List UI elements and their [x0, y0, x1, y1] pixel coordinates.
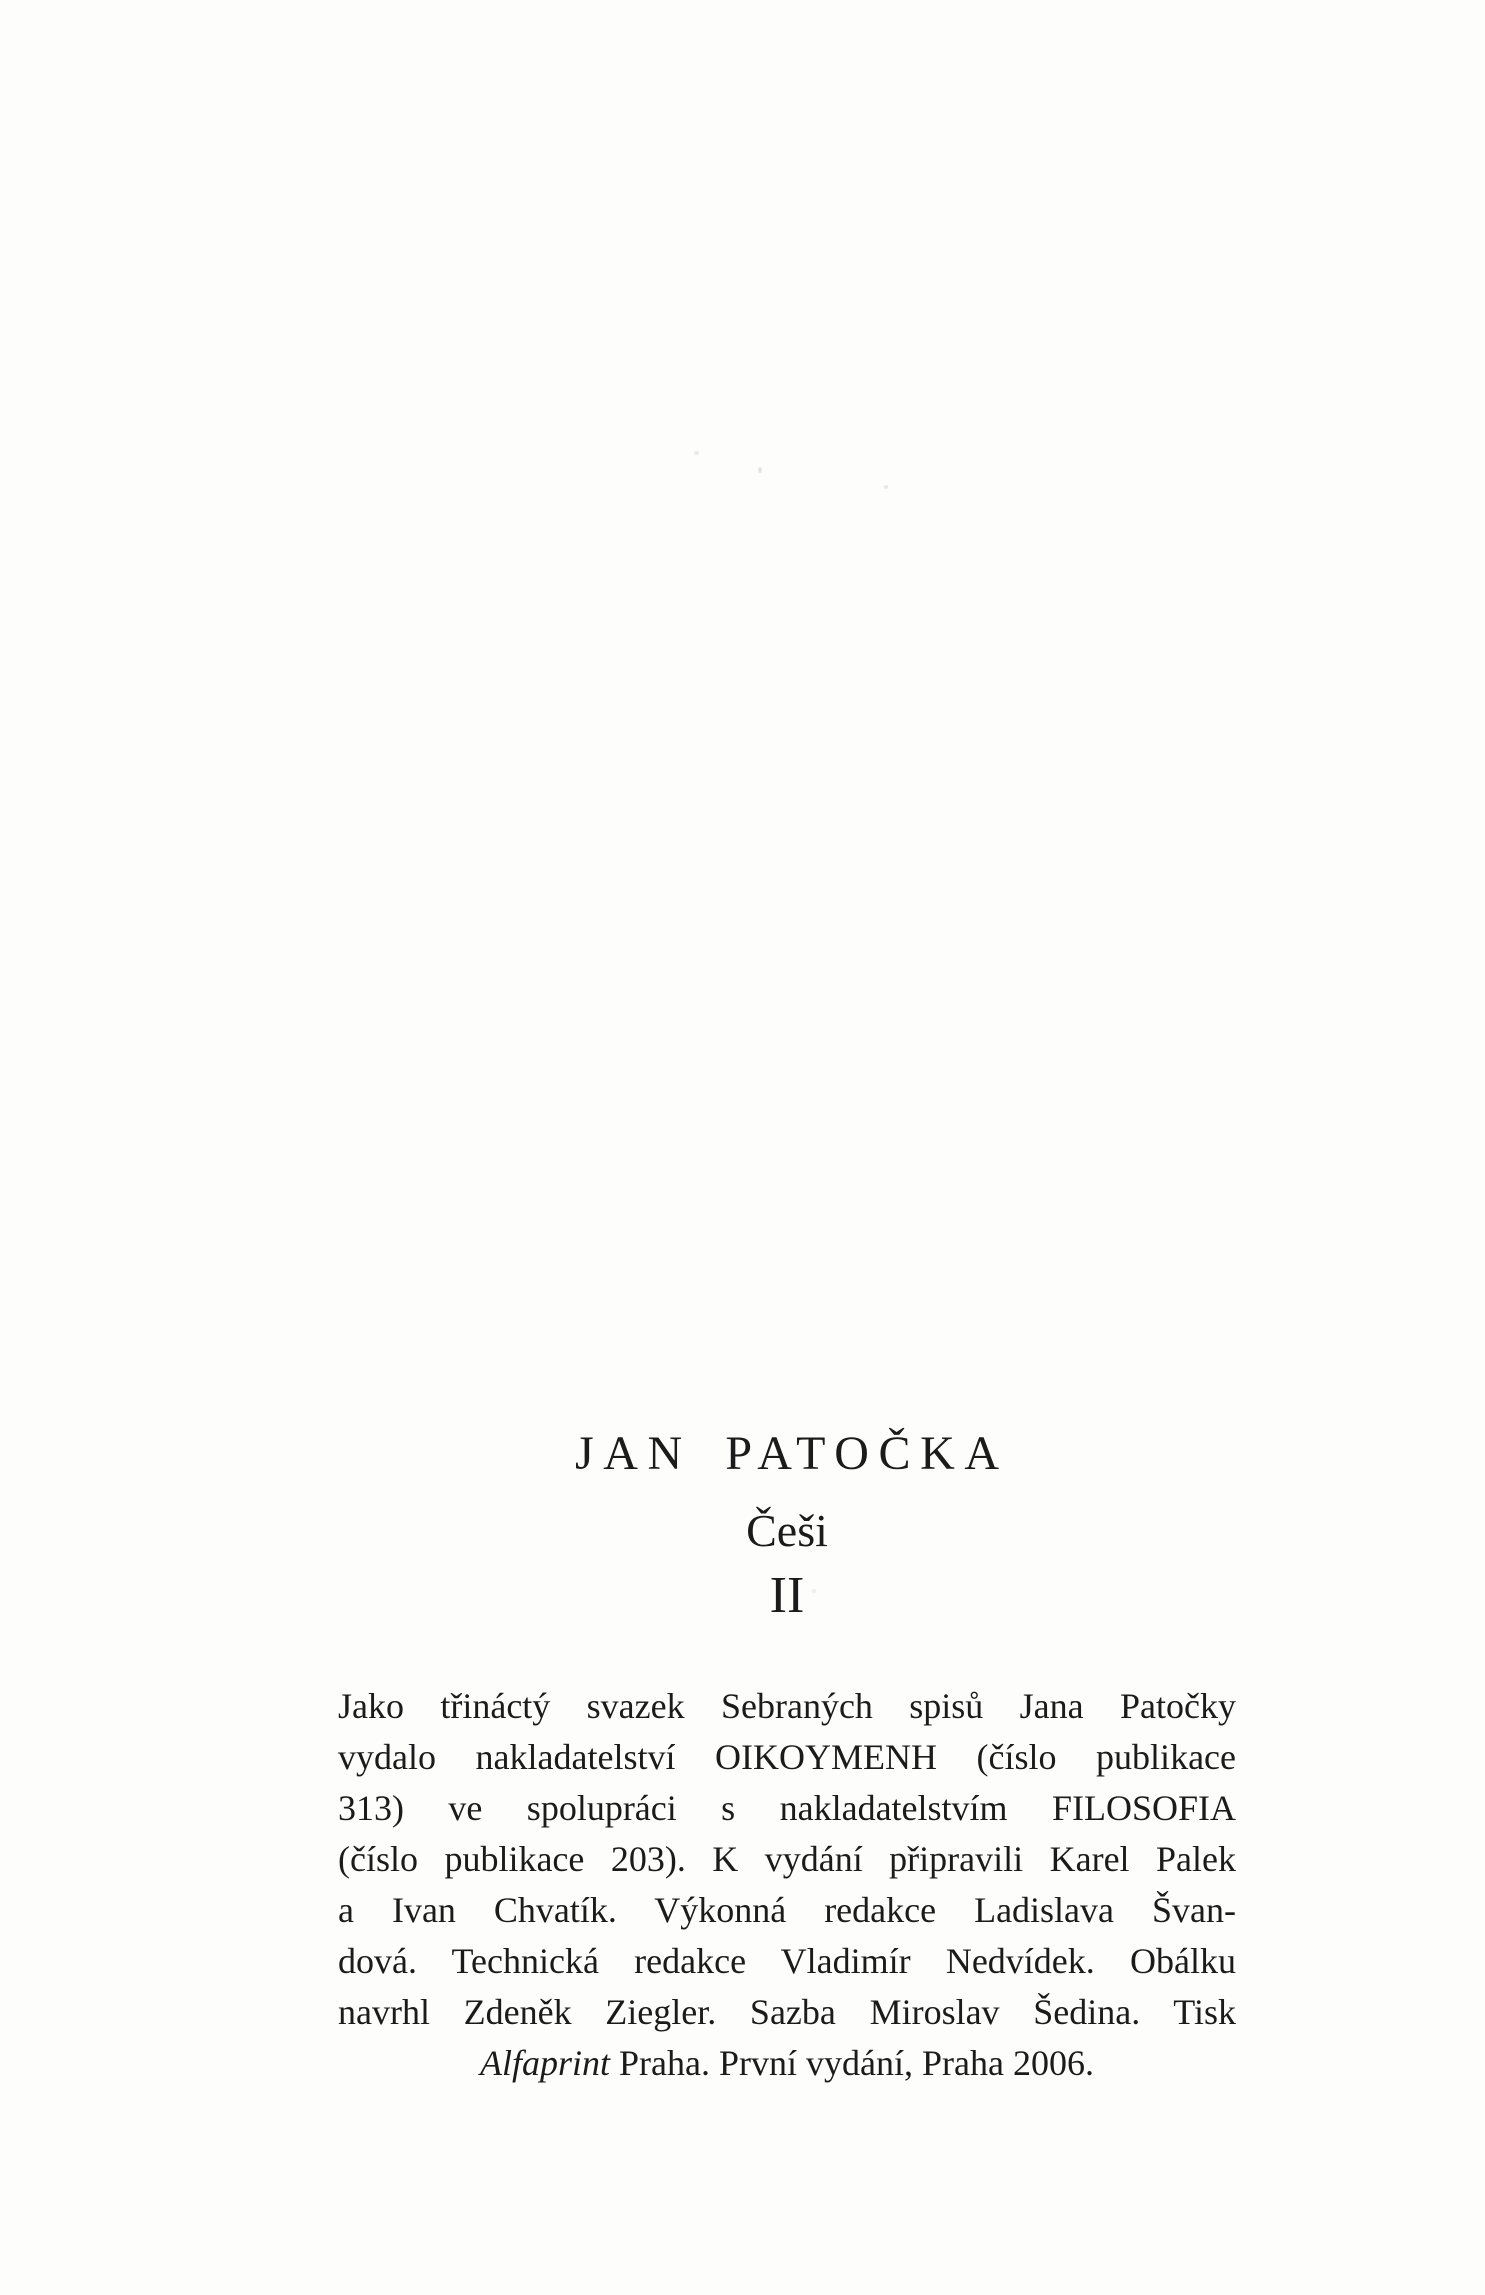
scan-speck [758, 467, 762, 473]
colophon-line: dová. Technická redakce Vladimír Nedvídek. Obálku [338, 1941, 1236, 1981]
colophon-line: 313) ve spolupráci s nakladatelstvím FILOSOFIA [338, 1788, 1236, 1828]
colophon-line: Jako třináctý svazek Sebraných spisů Jana Patočky [338, 1686, 1236, 1726]
colophon-line: navrhl Zdeněk Ziegler. Sazba Miroslav Šedina. Tisk [338, 1992, 1236, 2032]
scan-speck [884, 485, 888, 489]
colophon-paragraph [338, 1681, 1236, 2089]
book-title: Češi [746, 1505, 828, 1556]
printer-name: Alfaprint [480, 2043, 611, 2083]
volume-number: II [769, 1567, 805, 1624]
colophon-line: a Ivan Chvatík. Výkonná redakce Ladislava Švan- [338, 1890, 1236, 1930]
title-and-colophon-block [338, 1427, 1236, 2089]
colophon-line: vydalo nakladatelství OIKOYMENH (číslo publikace [338, 1737, 1236, 1777]
colophon-line: (číslo publikace 203). K vydání připravili Karel Palek [338, 1839, 1236, 1879]
author-name: JAN PATOČKA [574, 1427, 1009, 1480]
colophon-print-line [338, 2038, 1236, 2089]
scan-speck [694, 451, 699, 455]
edition-info: Praha. První vydání, Praha 2006. [610, 2043, 1094, 2083]
